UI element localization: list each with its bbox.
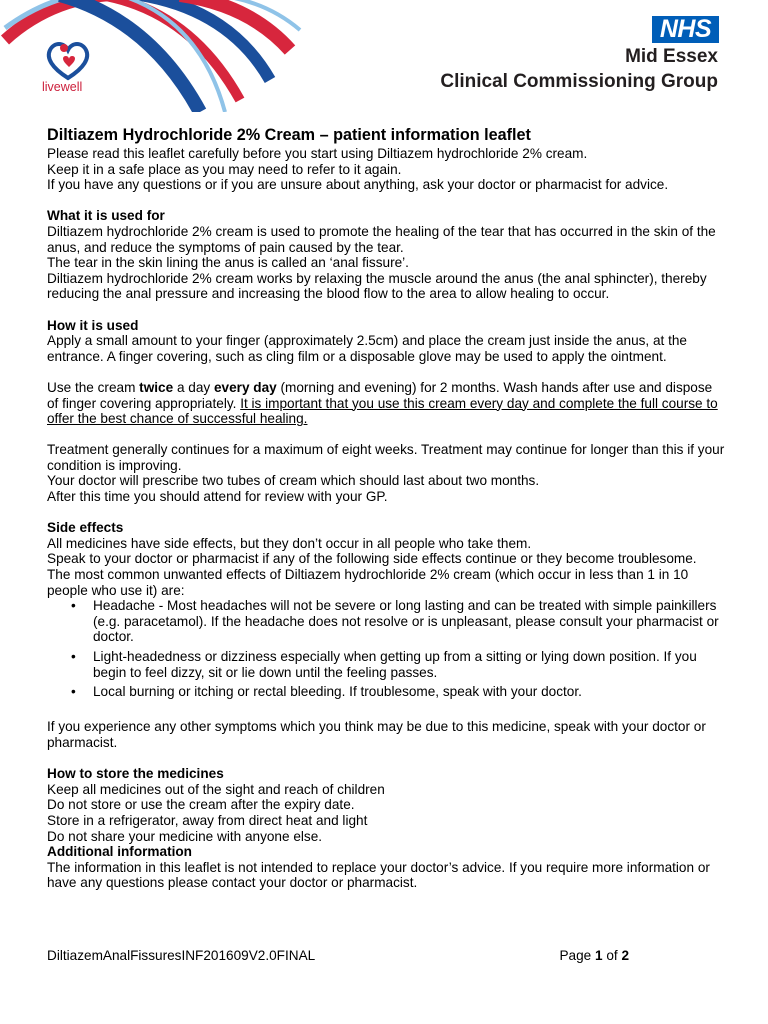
page-header <box>0 0 768 112</box>
side-effects-list <box>47 598 727 700</box>
how-used-p3: Treatment generally continues for a maximum of eight weeks. Treatment may continue for longer than this if your condition is improving. <box>47 442 725 473</box>
livewell-label: livewell <box>42 80 83 94</box>
side-effects-p4: If you experience any other symptoms which you think may be due to this medicine, speak with your doctor or pharmacist. <box>47 719 706 750</box>
how-used-p1: Apply a small amount to your finger (approximately 2.5cm) and place the cream just inside the anus, at the entrance. A finger covering, such as cling film or a disposable glove may be used to apply the ointment. <box>47 333 687 364</box>
document-reference: DiltiazemAnalFissuresINF201609V2.0FINAL <box>47 948 316 963</box>
storage-line-3: Store in a refrigerator, away from direct heat and light <box>47 812 368 828</box>
page-title: Diltiazem Hydrochloride 2% Cream – patient information leaflet <box>47 126 531 144</box>
org-name-line1: Mid Essex <box>625 46 718 67</box>
list-item: • Headache - Most headaches will not be severe or long lasting and can be treated with simple painkillers (e.g. paracetamol). If the headache does not resolve or is unpleasant, please consult your pharmacist or doctor. <box>93 598 727 645</box>
additional-heading: Additional information <box>47 844 192 860</box>
storage-line-4: Do not share your medicine with anyone else. <box>47 828 323 844</box>
page-number: Page 1 of 2 <box>559 948 629 963</box>
used-for-p1: Diltiazem hydrochloride 2% cream is used to promote the healing of the tear that has occurred in the skin of the anus, and reduce the symptoms of pain caused by the tear. <box>47 223 716 255</box>
intro-line-1: Please read this leaflet carefully before you start using Diltiazem hydrochloride 2% cream. <box>47 146 588 161</box>
how-used-p5: After this time you should attend for review with your GP. <box>47 489 388 505</box>
org-name-line2: Clinical Commissioning Group <box>440 71 718 92</box>
livewell-logo-icon <box>44 38 92 82</box>
side-effects-p3: The most common unwanted effects of Diltiazem hydrochloride 2% cream (which occur in less than 1 in 10 people who use it) are: <box>47 567 689 598</box>
storage-heading: How to store the medicines <box>47 766 224 782</box>
storage-line-1: Keep all medicines out of the sight and reach of children <box>47 781 385 797</box>
side-effects-p2: Speak to your doctor or pharmacist if any of the following side effects continue or they become troublesome. <box>47 551 697 567</box>
intro-line-3: If you have any questions or if you are unsure about anything, ask your doctor or pharmacist for advice. <box>47 177 669 193</box>
list-item: • Local burning or itching or rectal bleeding. If troublesome, speak with your doctor. <box>93 684 727 700</box>
side-effects-heading: Side effects <box>47 520 124 536</box>
used-for-heading: What it is used for <box>47 208 165 224</box>
nhs-logo: NHS <box>652 16 719 43</box>
how-used-p4: Your doctor will prescribe two tubes of cream which should last about two months. <box>47 473 540 489</box>
side-effects-p1: All medicines have side effects, but they don’t occur in all people who take them. <box>47 535 532 551</box>
used-for-p3: Diltiazem hydrochloride 2% cream works by relaxing the muscle around the anus (the anal sphincter), thereby reducing the anal pressure and increasing the blood flow to the area to allow healing to occur. <box>47 270 707 302</box>
storage-line-2: Do not store or use the cream after the expiry date. <box>47 797 355 813</box>
used-for-p2: The tear in the skin lining the anus is called an ‘anal fissure’. <box>47 255 409 271</box>
how-used-heading: How it is used <box>47 317 139 333</box>
leaflet-body <box>47 126 727 891</box>
important-note: It is important that you use this cream every day and complete the full course to offer the best chance of successful healing. <box>47 395 718 427</box>
additional-p1: The information in this leaflet is not intended to replace your doctor’s advice. If you require more information or have any questions please contact your doctor or pharmacist. <box>47 859 710 891</box>
how-used-p2: Use the cream twice a day every day (morning and evening) for 2 months. Wash hands after use and dispose of finger covering appropriately. It is important that you use this cream every day and complete the full course to offer the best chance of successful healing. <box>47 379 718 427</box>
intro-line-2: Keep it in a safe place as you may need to refer to it again. <box>47 161 402 177</box>
list-item: • Light-headedness or dizziness especially when getting up from a sitting or lying down position. If you begin to feel dizzy, sit or lie down until the feeling passes. <box>93 649 727 680</box>
